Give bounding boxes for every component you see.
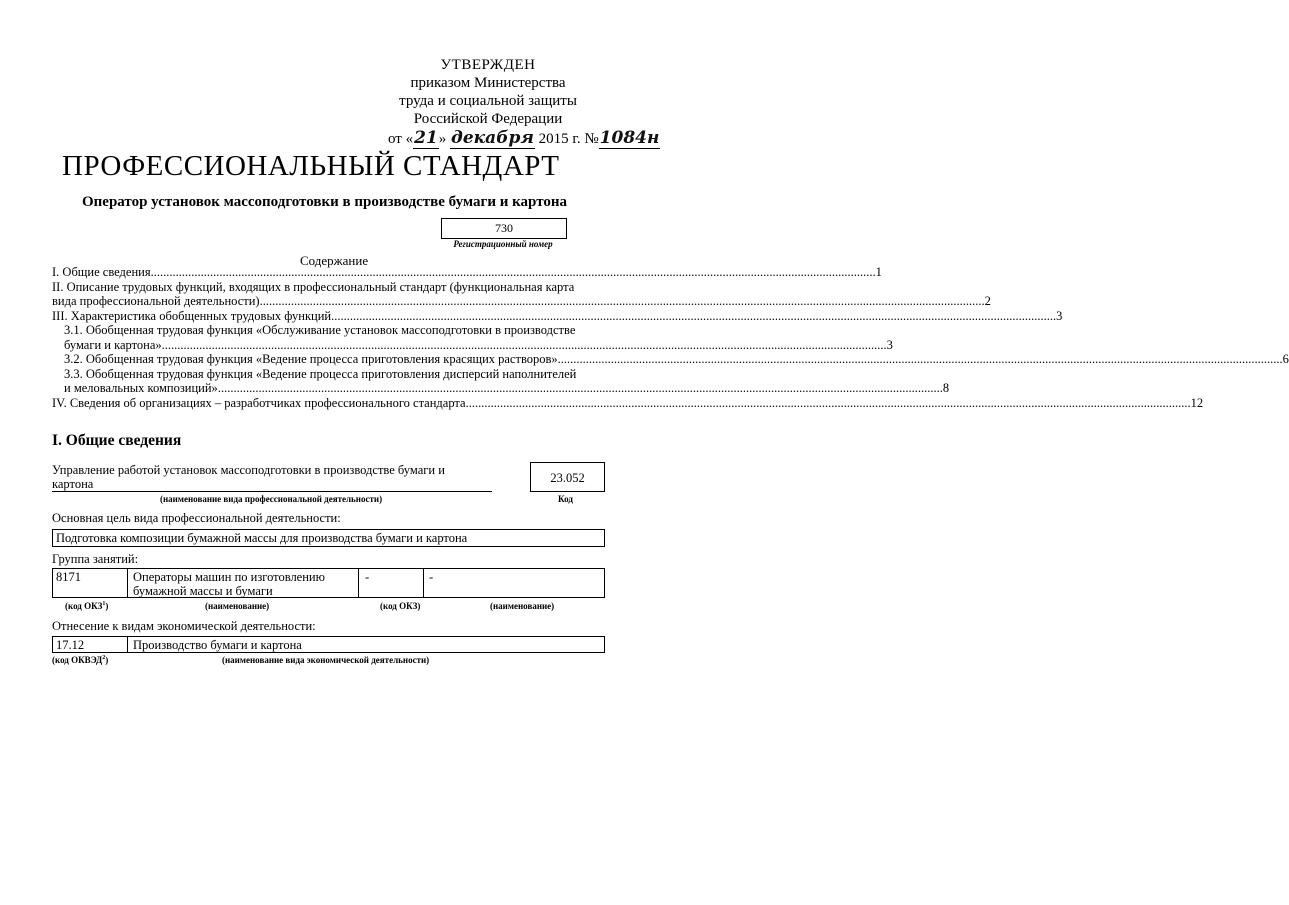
okved-code: 17.12 — [56, 638, 85, 652]
toc-item-page: 2 — [984, 294, 991, 308]
econ-activity-name-label: (наименование вида экономической деятельности) — [222, 655, 430, 665]
econ-activity-name: Производство бумаги и картона — [133, 638, 302, 652]
activity-name-line: картона — [52, 477, 94, 491]
toc-item-page: 6 — [1282, 352, 1289, 366]
toc-item-page: 12 — [1190, 395, 1204, 410]
activity-name-line: Управление работой установок массоподготовки в производстве бумаги и — [52, 463, 445, 477]
footnote-ref: 1 — [102, 601, 106, 607]
activity-name — [52, 463, 492, 491]
approval-line: приказом Министерства — [410, 75, 566, 91]
okved-code-label-text: (код ОКВЭД — [52, 655, 103, 665]
toc-item[interactable] — [52, 395, 1204, 411]
toc-item[interactable] — [52, 366, 950, 396]
approval-block — [388, 56, 588, 128]
toc-item-text: бумаги и картона» — [64, 337, 162, 352]
okz-code-label-text: (код ОКЗ — [65, 601, 103, 611]
activity-name-label: (наименование вида профессиональной деятельности) — [160, 494, 383, 504]
group-label: Группа занятий: — [52, 552, 139, 566]
toc-item[interactable] — [52, 308, 1063, 324]
goal-text-box: Подготовка композиции бумажной массы для производства бумаги и картона — [52, 529, 605, 547]
activity-code-box: 23.052 — [530, 462, 605, 492]
approval-line: Российской Федерации — [413, 111, 563, 127]
okz-code-label-2: (код ОКЗ) — [380, 601, 421, 611]
toc-item-text: 3.3. Обобщенная трудовая функция «Ведение процесса приготовления дисперсий наполнителей — [64, 366, 577, 381]
approval-line: труда и социальной защиты — [399, 93, 577, 109]
toc-item-text: 3.1. Обобщенная трудовая функция «Обслуживание установок массоподготовки в производстве — [64, 323, 576, 337]
approval-heading: УТВЕРЖДЕН — [440, 57, 536, 73]
occupation-name-line: Операторы машин по изготовлению — [133, 570, 325, 584]
okved-code-label-end: ) — [105, 655, 109, 665]
econ-label: Отнесение к видам экономической деятельности: — [52, 619, 316, 633]
handwritten-day: 21 — [414, 128, 438, 148]
handwritten-month: декабря — [451, 128, 534, 148]
toc-item[interactable] — [52, 352, 1289, 367]
toc-item[interactable] — [52, 279, 991, 309]
toc-item-text: II. Описание трудовых функций, входящих в профессиональный стандарт (функциональная карта — [52, 279, 575, 294]
okz-code: 8171 — [56, 570, 81, 584]
occupation-name-label: (наименование) — [205, 601, 270, 611]
toc-item-text: III. Характеристика обобщенных трудовых функций — [52, 308, 332, 323]
registration-number-label: Регистрационный номер — [453, 239, 553, 249]
toc-item-page: 3 — [1056, 308, 1063, 323]
page-subtitle: Оператор установок массоподготовки в производстве бумаги и картона — [82, 194, 568, 210]
footnote-ref: 2 — [102, 655, 106, 661]
section-heading: I. Общие сведения — [52, 432, 182, 449]
toc-item-page: 8 — [942, 381, 950, 395]
toc-item-text: вида профессиональной деятельности) — [52, 294, 260, 308]
econ-activity-table — [52, 636, 605, 653]
date-prefix: от « — [388, 131, 414, 147]
toc-item-page: 3 — [886, 337, 893, 352]
handwritten-number: 1084н — [599, 128, 660, 148]
occupation-name-label-2: (наименование) — [490, 601, 555, 611]
table-of-contents — [52, 265, 1289, 410]
toc-item-page: 1 — [875, 265, 882, 279]
occupation-name-2: - — [429, 570, 434, 584]
toc-item-text: I. Общие сведения — [52, 265, 151, 279]
activity-code-label: Код — [558, 494, 573, 504]
toc-item[interactable] — [52, 265, 882, 280]
occupation-name — [133, 570, 353, 598]
okz-code-label-end: ) — [105, 601, 109, 611]
date-year: 2015 г. № — [538, 131, 599, 147]
toc-title: Содержание — [300, 253, 369, 268]
okz-code-label — [65, 601, 108, 611]
okved-code-label — [52, 655, 108, 665]
okz-code-2: - — [365, 570, 370, 584]
toc-item-text: 3.2. Обобщенная трудовая функция «Ведение процесса приготовления красящих растворов» — [64, 352, 558, 366]
occupation-name-line: бумажной массы и бумаги — [133, 584, 273, 598]
toc-item[interactable] — [52, 323, 893, 352]
toc-item-text: и меловальных композиций» — [64, 381, 218, 395]
page-title: ПРОФЕССИОНАЛЬНЫЙ СТАНДАРТ — [62, 150, 560, 182]
toc-item-text: IV. Сведения об организациях – разработчиках профессионального стандарта — [52, 395, 466, 410]
occupation-group-table — [52, 568, 605, 598]
approval-date — [388, 128, 660, 148]
date-mid: » — [438, 131, 447, 147]
activity-underline — [52, 491, 492, 492]
registration-number-box: 730 — [441, 218, 567, 239]
goal-label: Основная цель вида профессиональной деятельности: — [52, 511, 341, 525]
